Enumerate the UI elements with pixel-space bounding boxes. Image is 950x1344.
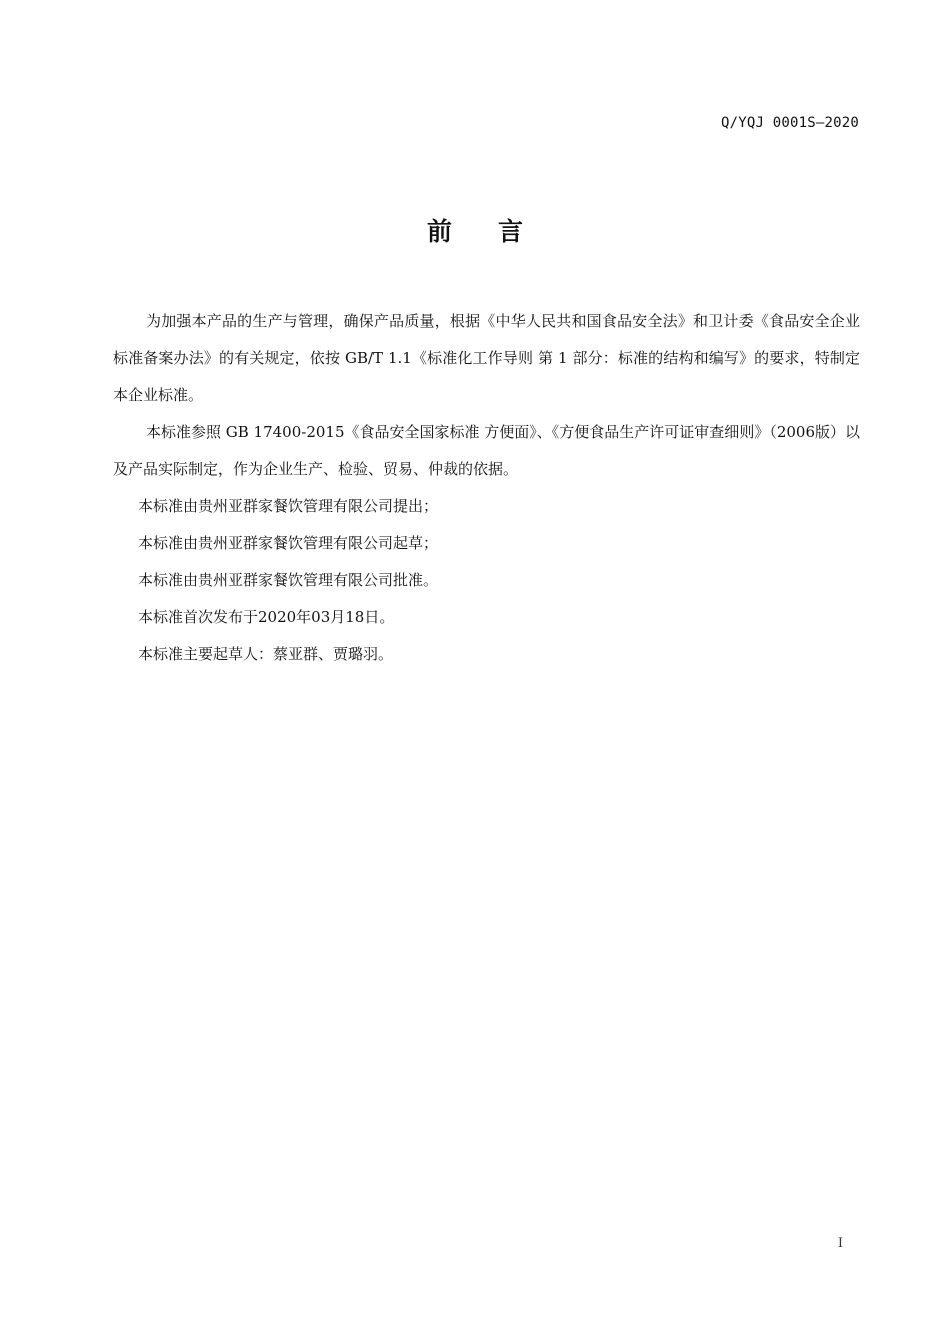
title-char-1: 前 [426,217,452,246]
paragraph-release-date: 本标准首次发布于2020年03月18日。 [138,608,395,626]
paragraph-approved-by: 本标准由贵州亚群家餐饮管理有限公司批准。 [138,571,439,589]
paragraph-purpose: 为加强本产品的生产与管理，确保产品质量，根据《中华人民共和国食品安全法》和卫计委《食品安全企业标准备案办法》的有关规定，依按 GB/T 1.1《标准化工作导则 第 1 部分：标准的结构和编写》的要求，特制定本企业标准。 [113,312,860,404]
paragraph-drafted-by: 本标准由贵州亚群家餐饮管理有限公司起草； [138,534,439,552]
page-number: I [837,1236,843,1251]
paragraph-drafters: 本标准主要起草人：蔡亚群、贾璐羽。 [138,645,394,663]
foreword-body [113,303,860,673]
title-char-2: 言 [498,217,524,246]
page-title [0,212,950,248]
paragraph-proposed-by: 本标准由贵州亚群家餐饮管理有限公司提出； [138,497,439,515]
paragraph-reference: 本标准参照 GB 17400-2015《食品安全国家标准 方便面》、《方便食品生产许可证审查细则》（2006版）以及产品实际制定，作为企业生产、检验、贸易、仲裁的依据。 [113,423,860,478]
document-code: Q/YQJ 0001S—2020 [720,115,859,131]
